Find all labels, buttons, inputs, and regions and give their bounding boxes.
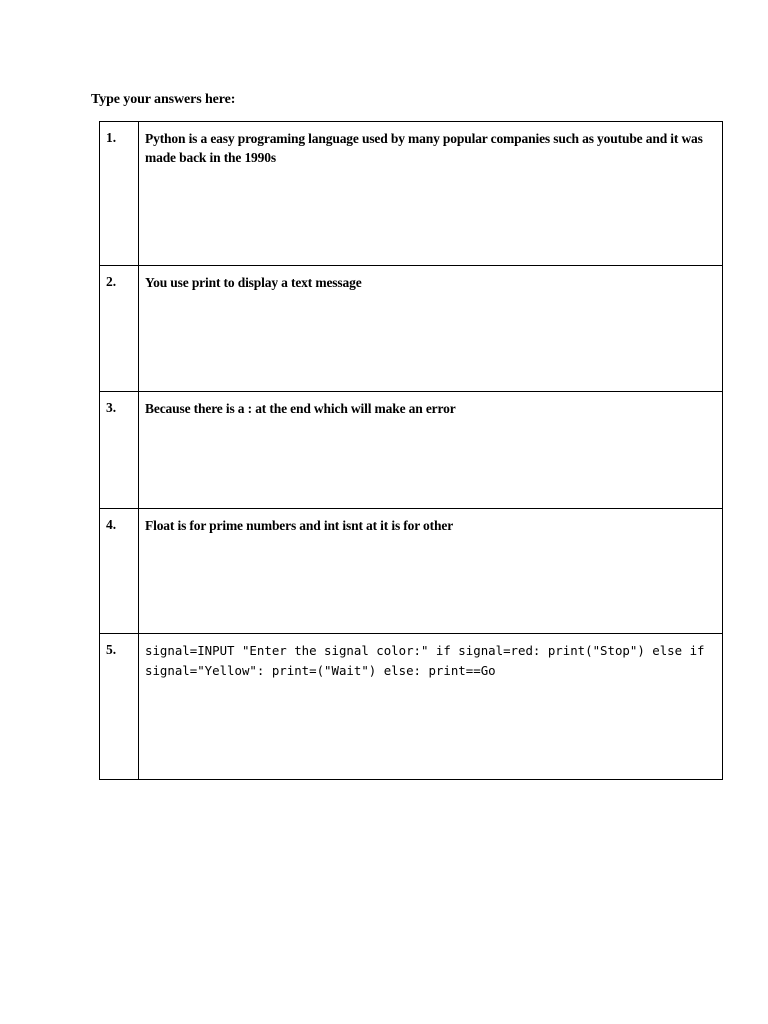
answers-table <box>99 121 723 780</box>
answer-number-cell <box>100 266 139 392</box>
answer-number-cell <box>100 122 139 266</box>
answer-text-cell[interactable] <box>139 634 723 780</box>
answer-text-cell[interactable] <box>139 392 723 509</box>
answer-text: Python is a easy programing language used by many popular companies such as youtube and it was made back in the 1990s <box>145 131 703 165</box>
answer-number: 4. <box>106 517 117 532</box>
answer-text-cell[interactable] <box>139 122 723 266</box>
answer-number-cell <box>100 392 139 509</box>
answer-number-cell <box>100 634 139 780</box>
answer-row-5 <box>100 634 723 780</box>
answer-row-3 <box>100 392 723 509</box>
answer-number-cell <box>100 509 139 634</box>
answer-row-4 <box>100 509 723 634</box>
answer-text: You use print to display a text message <box>145 275 362 290</box>
answer-code-text: signal=INPUT "Enter the signal color:" if signal=red: print("Stop") else if signal="Yellow": print=("Wait") else: print==Go <box>145 643 705 678</box>
answer-text-cell[interactable] <box>139 509 723 634</box>
answer-number: 5. <box>106 642 117 657</box>
answer-row-2 <box>100 266 723 392</box>
answer-text-cell[interactable] <box>139 266 723 392</box>
answer-text: Float is for prime numbers and int isnt at it is for other <box>145 518 454 533</box>
answer-number: 2. <box>106 274 117 289</box>
answer-text: Because there is a : at the end which will make an error <box>145 401 456 416</box>
answer-number: 3. <box>106 400 117 415</box>
instructions-heading: Type your answers here: <box>91 92 236 107</box>
answer-number: 1. <box>106 130 117 145</box>
answer-row-1 <box>100 122 723 266</box>
